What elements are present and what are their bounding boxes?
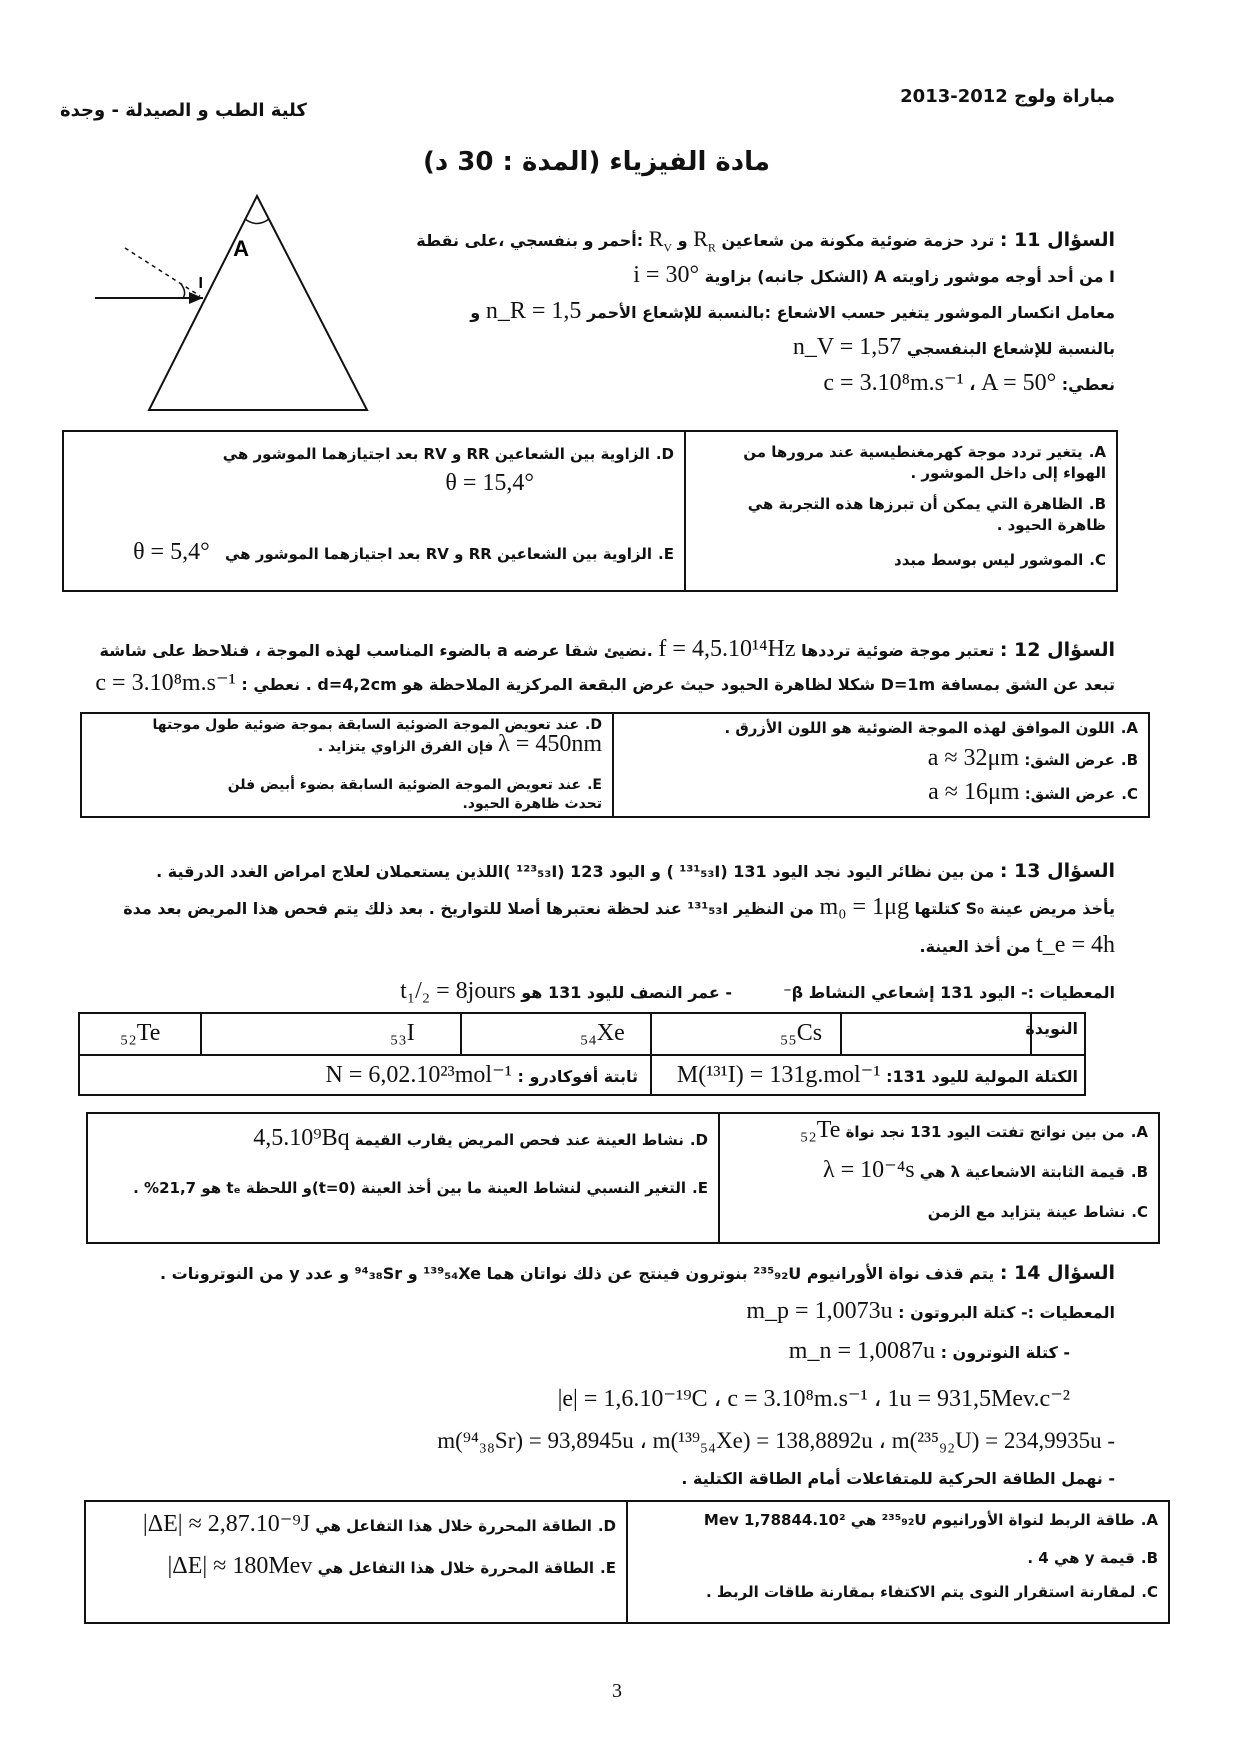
- q12-option-e[interactable]: E.عند تعويض الموجة الضوئية السابقة بضوء أبيض فلن تحدث ظاهرة الحيود.: [227, 777, 602, 812]
- q11-options-right: [686, 432, 1116, 590]
- q14-option-c[interactable]: C.لمقارنة استقرار النوى يتم الاكتفاء بمقارنة طاقات الربط .: [706, 1583, 1158, 1601]
- q13-option-c[interactable]: C.نشاط عينة يتزايد مع الزمن: [927, 1203, 1148, 1221]
- q14-option-a[interactable]: A.طاقة الربط لنواة الأورانيوم ²³⁵₉₂U هي 1,78844.10² Mev: [703, 1511, 1158, 1529]
- q12-option-a[interactable]: A.اللون الموافق لهذه الموجة الضوئية هو اللون الأزرق .: [724, 719, 1138, 737]
- q11-option-b[interactable]: B.الظاهرة التي يمكن أن تبرزها هذه التجربة هي ظاهرة الحيود .: [747, 495, 1106, 534]
- q14-note: - نهمل الطاقة الحركية للمتفاعلات أمام الطاقة الكتلية .: [681, 1469, 1115, 1488]
- q13-options-box: [86, 1112, 1160, 1244]
- q13-options-right: [720, 1114, 1158, 1242]
- nuclide-header: النويدة: [1025, 1019, 1078, 1038]
- q11-option-d[interactable]: D.الزاوية بين الشعاعين RR و RV بعد اجتيازهما الموشور هي θ = 15,4°: [222, 445, 674, 496]
- apex-label: A: [233, 236, 249, 261]
- q12-title: السؤال 12 :: [999, 639, 1115, 661]
- q11-options-left: [64, 432, 684, 590]
- q13-line3: t_e = 4h من أخذ العينة.: [919, 932, 1115, 958]
- q14-neutron-mass: - كتلة النوترون : m_n = 1,0087u: [788, 1338, 1070, 1364]
- q13-line2: يأخذ مريض عينة S₀ كتلتها m₀ = 1μg من النظير ¹³¹₅₃I عند لحظة نعتبرها أصلا للتواريخ . بعد ذلك يتم فحص هذا المريض بعد مدة: [123, 894, 1115, 920]
- q11-option-c[interactable]: C.الموشور ليس بوسط مبدد: [894, 551, 1106, 569]
- q12-options-right: [614, 714, 1148, 816]
- q12-option-c[interactable]: C.عرض الشق: a ≈ 16μm: [928, 779, 1138, 805]
- q11-option-a[interactable]: A.يتغير تردد موجة كهرمغنطيسية عند مرورها من الهواء إلى داخل الموشور .: [743, 443, 1106, 482]
- q13-option-d[interactable]: D.نشاط العينة عند فحص المريض يقارب القيمة 4,5.10⁹Bq: [253, 1125, 708, 1151]
- avogadro: ثابتة أفوكادرو : N = 6,02.10²³mol⁻¹: [325, 1062, 638, 1088]
- incidence-angle-arc: [181, 284, 185, 298]
- q13-data: المعطيات :- اليود 131 إشعاعي النشاط β⁻ - عمر النصف لليود 131 هو t₁/₂ = 8jours: [400, 978, 1115, 1004]
- q14-options-box: [84, 1500, 1170, 1624]
- q11-line3: معامل انكسار الموشور يتغير حسب الاشعاع :بالنسبة للإشعاع الأحمر n_R = 1,5 و: [470, 298, 1115, 324]
- exam-title: مباراة ولوج 2012-2013: [900, 86, 1115, 107]
- apex-angle-arc: [245, 219, 269, 224]
- q12-line1: السؤال 12 : تعتبر موجة ضوئية ترددها f = 4,5.10¹⁴Hz .نضيئ شقا عرضه a بالضوء المناسب لهذه الموجة ، فنلاحظ على شاشة: [99, 636, 1115, 662]
- nuclide-te: ₅₂Te: [120, 1020, 161, 1046]
- q11-title: السؤال 11 :: [999, 229, 1115, 251]
- q14-options-left: [86, 1502, 626, 1622]
- q14-title: السؤال 14 :: [999, 1262, 1115, 1284]
- q14-option-e[interactable]: E.الطاقة المحررة خلال هذا التفاعل هي |ΔE| ≈ 180Mev: [167, 1553, 616, 1579]
- q11-line4: بالنسبة للإشعاع البنفسجي n_V = 1,57: [792, 334, 1115, 360]
- subject-title: مادة الفيزياء (المدة : 30 د): [423, 147, 770, 177]
- normal-line: [125, 248, 200, 296]
- q14-data: المعطيات :- كتلة البروتون : m_p = 1,0073u: [746, 1298, 1115, 1324]
- q11-line2: I من أحد أوجه موشور زاويته A (الشكل جانبه) بزاوية i = 30°: [633, 262, 1115, 288]
- q12-line2: تبعد عن الشق بمسافة D=1m شكلا لظاهرة الحيود حيث عرض البقعة المركزية الملاحظة هو d=4,2cm . نعطي : c = 3.10⁸m.s⁻¹: [95, 670, 1115, 696]
- q13-option-a[interactable]: A.من بين نواتج تفتت اليود 131 نجد نواة ₅₂Te: [799, 1117, 1148, 1143]
- nuclide-xe: ₅₄Xe: [580, 1020, 625, 1046]
- q12-options-left: [82, 714, 612, 816]
- faculty-name: كلية الطب و الصيدلة - وجدة: [60, 100, 307, 121]
- q14-constants: |e| = 1,6.10⁻¹⁹C ، c = 3.10⁸m.s⁻¹ ، 1u = 931,5Mev.c⁻²: [557, 1386, 1070, 1412]
- q13-option-e[interactable]: E.التغير النسبي لنشاط العينة ما بين أخذ العينة (t=0)و اللحظة tₑ هو 21,7% .: [133, 1179, 708, 1197]
- nuclide-cs: ₅₅Cs: [780, 1020, 823, 1046]
- q12-option-d[interactable]: D.عند تعويض الموجة الضوئية السابقة بموجة ضوئية طول موجتها λ = 450nm فإن الفرق الزاوي يتزايد .: [152, 717, 602, 757]
- q14-options-right: [628, 1502, 1168, 1622]
- page-number: 3: [612, 1680, 622, 1702]
- molar-mass: الكتلة المولية لليود 131: M(¹³¹I) = 131g.mol⁻¹: [676, 1062, 1078, 1088]
- q13-line1: السؤال 13 : من بين نظائر اليود نجد اليود 131 (¹³¹₅₃I ) و اليود 123 (¹²³₅₃I )اللذين يستعملان لعلاج امراض الغدد الدرقية .: [156, 860, 1115, 882]
- nuclide-i: ₅₃I: [390, 1020, 415, 1046]
- q14-option-d[interactable]: D.الطاقة المحررة خلال هذا التفاعل هي |ΔE| ≈ 2,87.10⁻⁹J: [142, 1511, 616, 1537]
- prism-figure: [85, 188, 405, 428]
- q13-option-b[interactable]: B.قيمة الثابتة الاشعاعية λ هي λ = 10⁻⁴s: [822, 1157, 1148, 1183]
- q13-title: السؤال 13 :: [999, 860, 1115, 882]
- q12-option-b[interactable]: B.عرض الشق: a ≈ 32μm: [927, 745, 1138, 771]
- q14-line1: السؤال 14 : يتم قذف نواة الأورانيوم ²³⁵₉₂U بنوترون فينتج عن ذلك نواتان هما ¹³⁹₅₄Xe و ⁹⁴₃₈Sr و عدد y من النوترونات .: [160, 1262, 1115, 1284]
- q11-line1: السؤال 11 : ترد حزمة ضوئية مكونة من شعاعين $R_R$ و $R_V$ :أحمر و بنفسجي ،على نقطة: [416, 226, 1115, 255]
- q11-options-box: [62, 430, 1118, 592]
- q13-options-left: [88, 1114, 718, 1242]
- q12-options-box: [80, 712, 1150, 818]
- q14-option-b[interactable]: B.قيمة y هي 4 .: [1027, 1549, 1158, 1567]
- q14-masses: m(⁹⁴₃₈Sr) = 93,8945u ، m(¹³⁹₅₄Xe) = 138,8892u ، m(²³⁵₉₂U) = 234,9935u -: [437, 1428, 1115, 1453]
- incident-ray-arrow: [189, 292, 203, 304]
- q13-data-table: [78, 1012, 1086, 1096]
- q11-option-e[interactable]: E.الزاوية بين الشعاعين RR و RV بعد اجتيازهما الموشور هي θ = 5,4°: [133, 539, 674, 565]
- incidence-point-label: I: [198, 275, 203, 292]
- prism-triangle: [149, 196, 367, 410]
- q11-line5: نعطي: c = 3.10⁸m.s⁻¹ ، A = 50°: [823, 370, 1115, 396]
